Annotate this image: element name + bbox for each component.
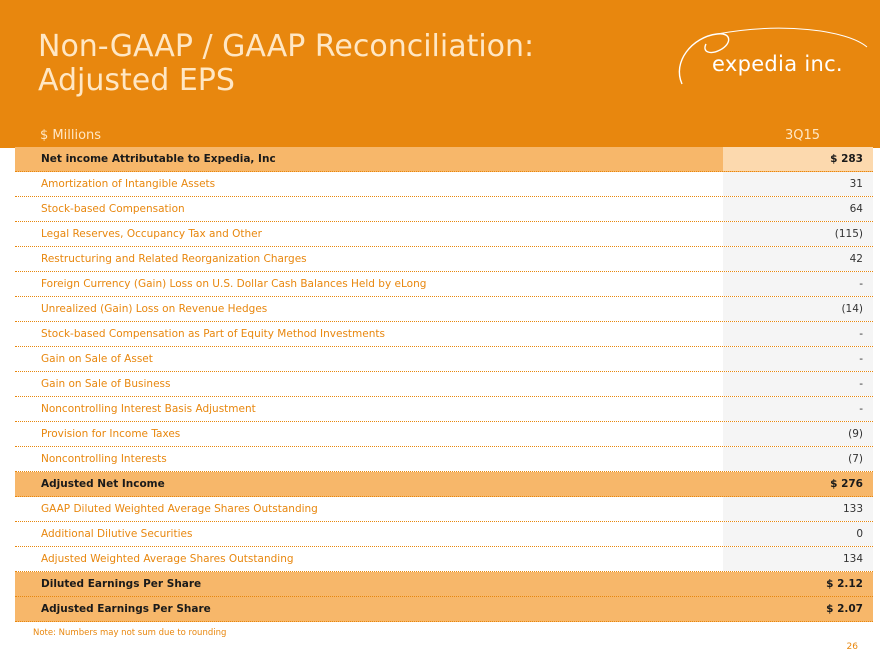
table-row xyxy=(15,472,873,497)
row-value: - xyxy=(723,272,873,296)
table-row xyxy=(15,347,873,372)
row-value: 133 xyxy=(723,497,873,521)
row-value: $ 2.12 xyxy=(723,572,873,596)
row-label: Provision for Income Taxes xyxy=(41,428,181,440)
table-row xyxy=(15,147,873,172)
row-value: 0 xyxy=(723,522,873,546)
row-value: (115) xyxy=(723,222,873,246)
title-line-2: Adjusted EPS xyxy=(38,63,235,98)
row-label: Diluted Earnings Per Share xyxy=(41,578,202,590)
footnote: Note: Numbers may not sum due to rounding xyxy=(33,628,227,638)
row-value: (14) xyxy=(723,297,873,321)
row-value: - xyxy=(723,347,873,371)
row-value: 42 xyxy=(723,247,873,271)
row-label: Additional Dilutive Securities xyxy=(41,528,193,540)
table-row xyxy=(15,422,873,447)
row-value: - xyxy=(723,372,873,396)
table-row xyxy=(15,197,873,222)
row-value: 134 xyxy=(723,547,873,571)
page-number: 26 xyxy=(846,642,858,652)
row-value: 64 xyxy=(723,197,873,221)
row-label: Stock-based Compensation as Part of Equity Method Investments xyxy=(41,328,385,340)
table-row xyxy=(15,447,873,472)
row-value: (7) xyxy=(723,447,873,471)
row-label: Gain on Sale of Business xyxy=(41,378,171,390)
column-period: 3Q15 xyxy=(784,128,820,143)
logo-text: expedia inc. xyxy=(712,52,843,76)
header-band xyxy=(0,0,880,148)
title-line-1: Non-GAAP / GAAP Reconciliation: xyxy=(38,29,535,64)
expedia-logo xyxy=(672,22,872,92)
row-value: (9) xyxy=(723,422,873,446)
row-label: Noncontrolling Interest Basis Adjustment xyxy=(41,403,256,415)
slide-title xyxy=(38,30,534,98)
table-row xyxy=(15,272,873,297)
row-label: Stock-based Compensation xyxy=(41,203,185,215)
table-row xyxy=(15,297,873,322)
table-row xyxy=(15,547,873,572)
row-label: Restructuring and Related Reorganization Charges xyxy=(41,253,307,265)
table-row xyxy=(15,497,873,522)
row-label: Adjusted Earnings Per Share xyxy=(41,603,211,615)
row-value: - xyxy=(723,322,873,346)
row-value: $ 283 xyxy=(723,147,873,171)
table-row xyxy=(15,172,873,197)
table-row xyxy=(15,322,873,347)
row-label: Unrealized (Gain) Loss on Revenue Hedges xyxy=(41,303,268,315)
table-row xyxy=(15,597,873,622)
table-row xyxy=(15,397,873,422)
row-label: Noncontrolling Interests xyxy=(41,453,167,465)
column-label: $ Millions xyxy=(40,128,102,143)
row-label: Amortization of Intangible Assets xyxy=(41,178,216,190)
row-label: Legal Reserves, Occupancy Tax and Other xyxy=(41,228,262,240)
row-label: Adjusted Weighted Average Shares Outstanding xyxy=(41,553,294,565)
table-row xyxy=(15,572,873,597)
row-value: 31 xyxy=(723,172,873,196)
reconciliation-table xyxy=(15,147,873,622)
table-row xyxy=(15,247,873,272)
row-label: Adjusted Net Income xyxy=(41,478,165,490)
row-value: $ 2.07 xyxy=(723,597,873,621)
table-row xyxy=(15,372,873,397)
row-label: Gain on Sale of Asset xyxy=(41,353,153,365)
row-label: GAAP Diluted Weighted Average Shares Outstanding xyxy=(41,503,318,515)
row-label: Foreign Currency (Gain) Loss on U.S. Dollar Cash Balances Held by eLong xyxy=(41,278,427,290)
table-row xyxy=(15,222,873,247)
table-row xyxy=(15,522,873,547)
row-label: Net income Attributable to Expedia, Inc xyxy=(41,153,276,165)
row-value: $ 276 xyxy=(723,472,873,496)
row-value: - xyxy=(723,397,873,421)
